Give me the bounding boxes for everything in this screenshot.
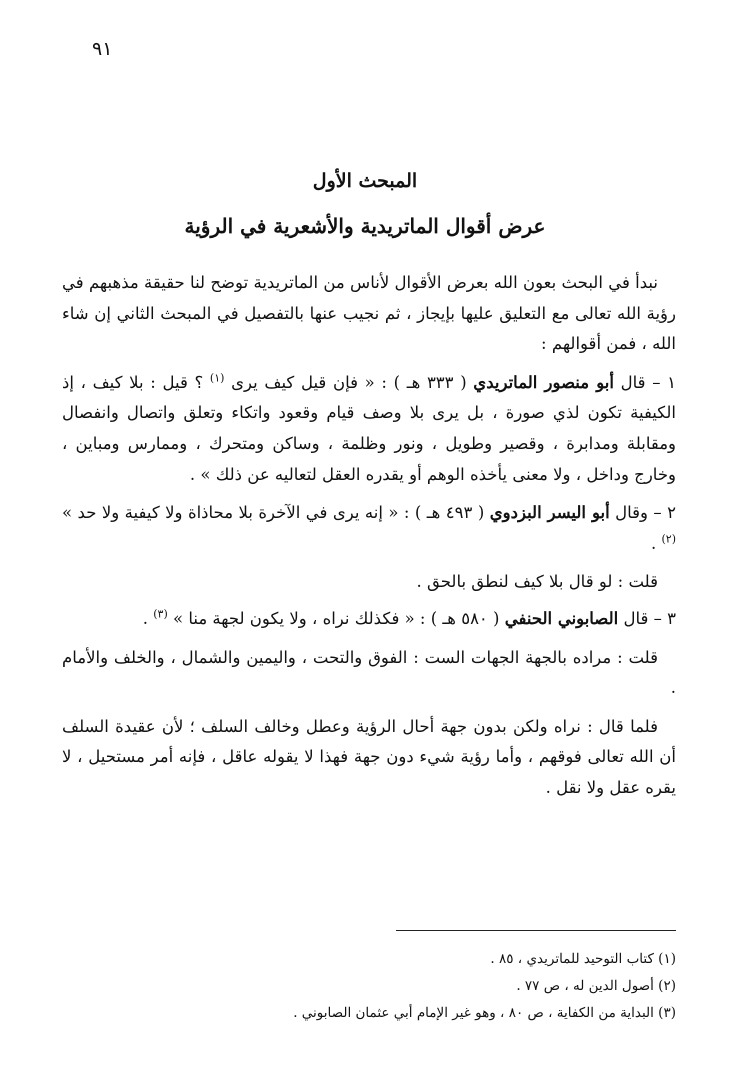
quote-2-paragraph (62, 498, 676, 559)
quote-1-author: أبو منصور الماتريدي (473, 372, 614, 392)
footnotes (160, 946, 676, 1027)
quote-2-end: . (650, 533, 662, 553)
comment-3: فلما قال : نراه ولكن بدون جهة أحال الرؤية وعطل وخالف السلف ؛ لأن عقيدة السلف أن الله تعالى فوقهم ، وأما رؤية شيء دون جهة فهذا لا يقوله عاقل ، فإنه أمر مستحيل ، لا يقره عقل ولا نقل . (62, 716, 676, 797)
page-number: ٩١ (92, 38, 113, 60)
comment-2: قلت : مراده بالجهة الجهات الست : الفوق والتحت ، واليمين والشمال ، والخلف والأمام . (62, 647, 676, 698)
footnote-ref-3[interactable]: (٣) (153, 607, 168, 621)
quote-3-text: ( ٥٨٠ هـ ) : « فكذلك نراه ، ولا يكون لجهة منا » (167, 608, 505, 628)
quote-1-text: ؟ قيل : بلا كيف ، إذ الكيفية تكون لذي صورة ، بل يرى بلا وصف قيام وقعود واتكاء وتعلق واتصال وانفصال ومقابلة ومدابرة ، وقصير وطويل ، ونور وظلمة ، وساكن ومتحرك ، وممارس ومباين ، وخارج وداخل ، ولا معنى يأخذه الوهم أو يقدره العقل لتعاليه عن ذلك » . (62, 372, 676, 484)
intro-paragraph: نبدأ في البحث بعون الله بعرض الأقوال لأناس من الماتريدية توضح لنا حقيقة مذهبهم في رؤية الله تعالى مع التعليق عليها بإيجاز ، ثم نجيب عنها بالتفصيل في المبحث الثاني إن شاء الله ، فمن أقوالهم : (62, 273, 676, 354)
quote-3-author: الصابوني الحنفي (504, 608, 619, 628)
footnote-divider (396, 930, 676, 931)
section-subtitle: عرض أقوال الماتريدية والأشعرية في الرؤية (184, 214, 546, 238)
quote-3-end: . (142, 608, 154, 628)
section-title: المبحث الأول (312, 170, 418, 192)
quote-3-lead: ٣ – قال (618, 608, 676, 628)
comment-1: قلت : لو قال بلا كيف لنطق بالحق . (416, 572, 658, 592)
quote-2-lead: ٢ – وقال (609, 503, 677, 523)
footnote-ref-2[interactable]: (٢) (661, 532, 676, 546)
quote-1-date: ( ٣٣٣ هـ ) : « فإن قيل كيف يرى (224, 372, 474, 392)
footnote-3: (٣) البداية من الكفاية ، ص ٨٠ ، وهو غير الإمام أبي عثمان الصابوني . (293, 1005, 676, 1021)
footnote-2: (٢) أصول الدين له ، ص ٧٧ . (516, 978, 676, 994)
quote-1-lead: ١ – قال (613, 372, 676, 392)
body-text (62, 268, 676, 812)
quote-2-author: أبو اليسر البزدوي (489, 503, 610, 523)
quote-1-paragraph (62, 368, 676, 490)
quote-3-paragraph (62, 604, 676, 635)
footnote-ref-1[interactable]: (١) (209, 371, 225, 385)
footnote-1: (١) كتاب التوحيد للماتريدي ، ٨٥ . (490, 951, 676, 967)
quote-2-text: ( ٤٩٣ هـ ) : « إنه يرى في الآخرة بلا محاذاة ولا كيفية ولا حد » (62, 503, 490, 523)
